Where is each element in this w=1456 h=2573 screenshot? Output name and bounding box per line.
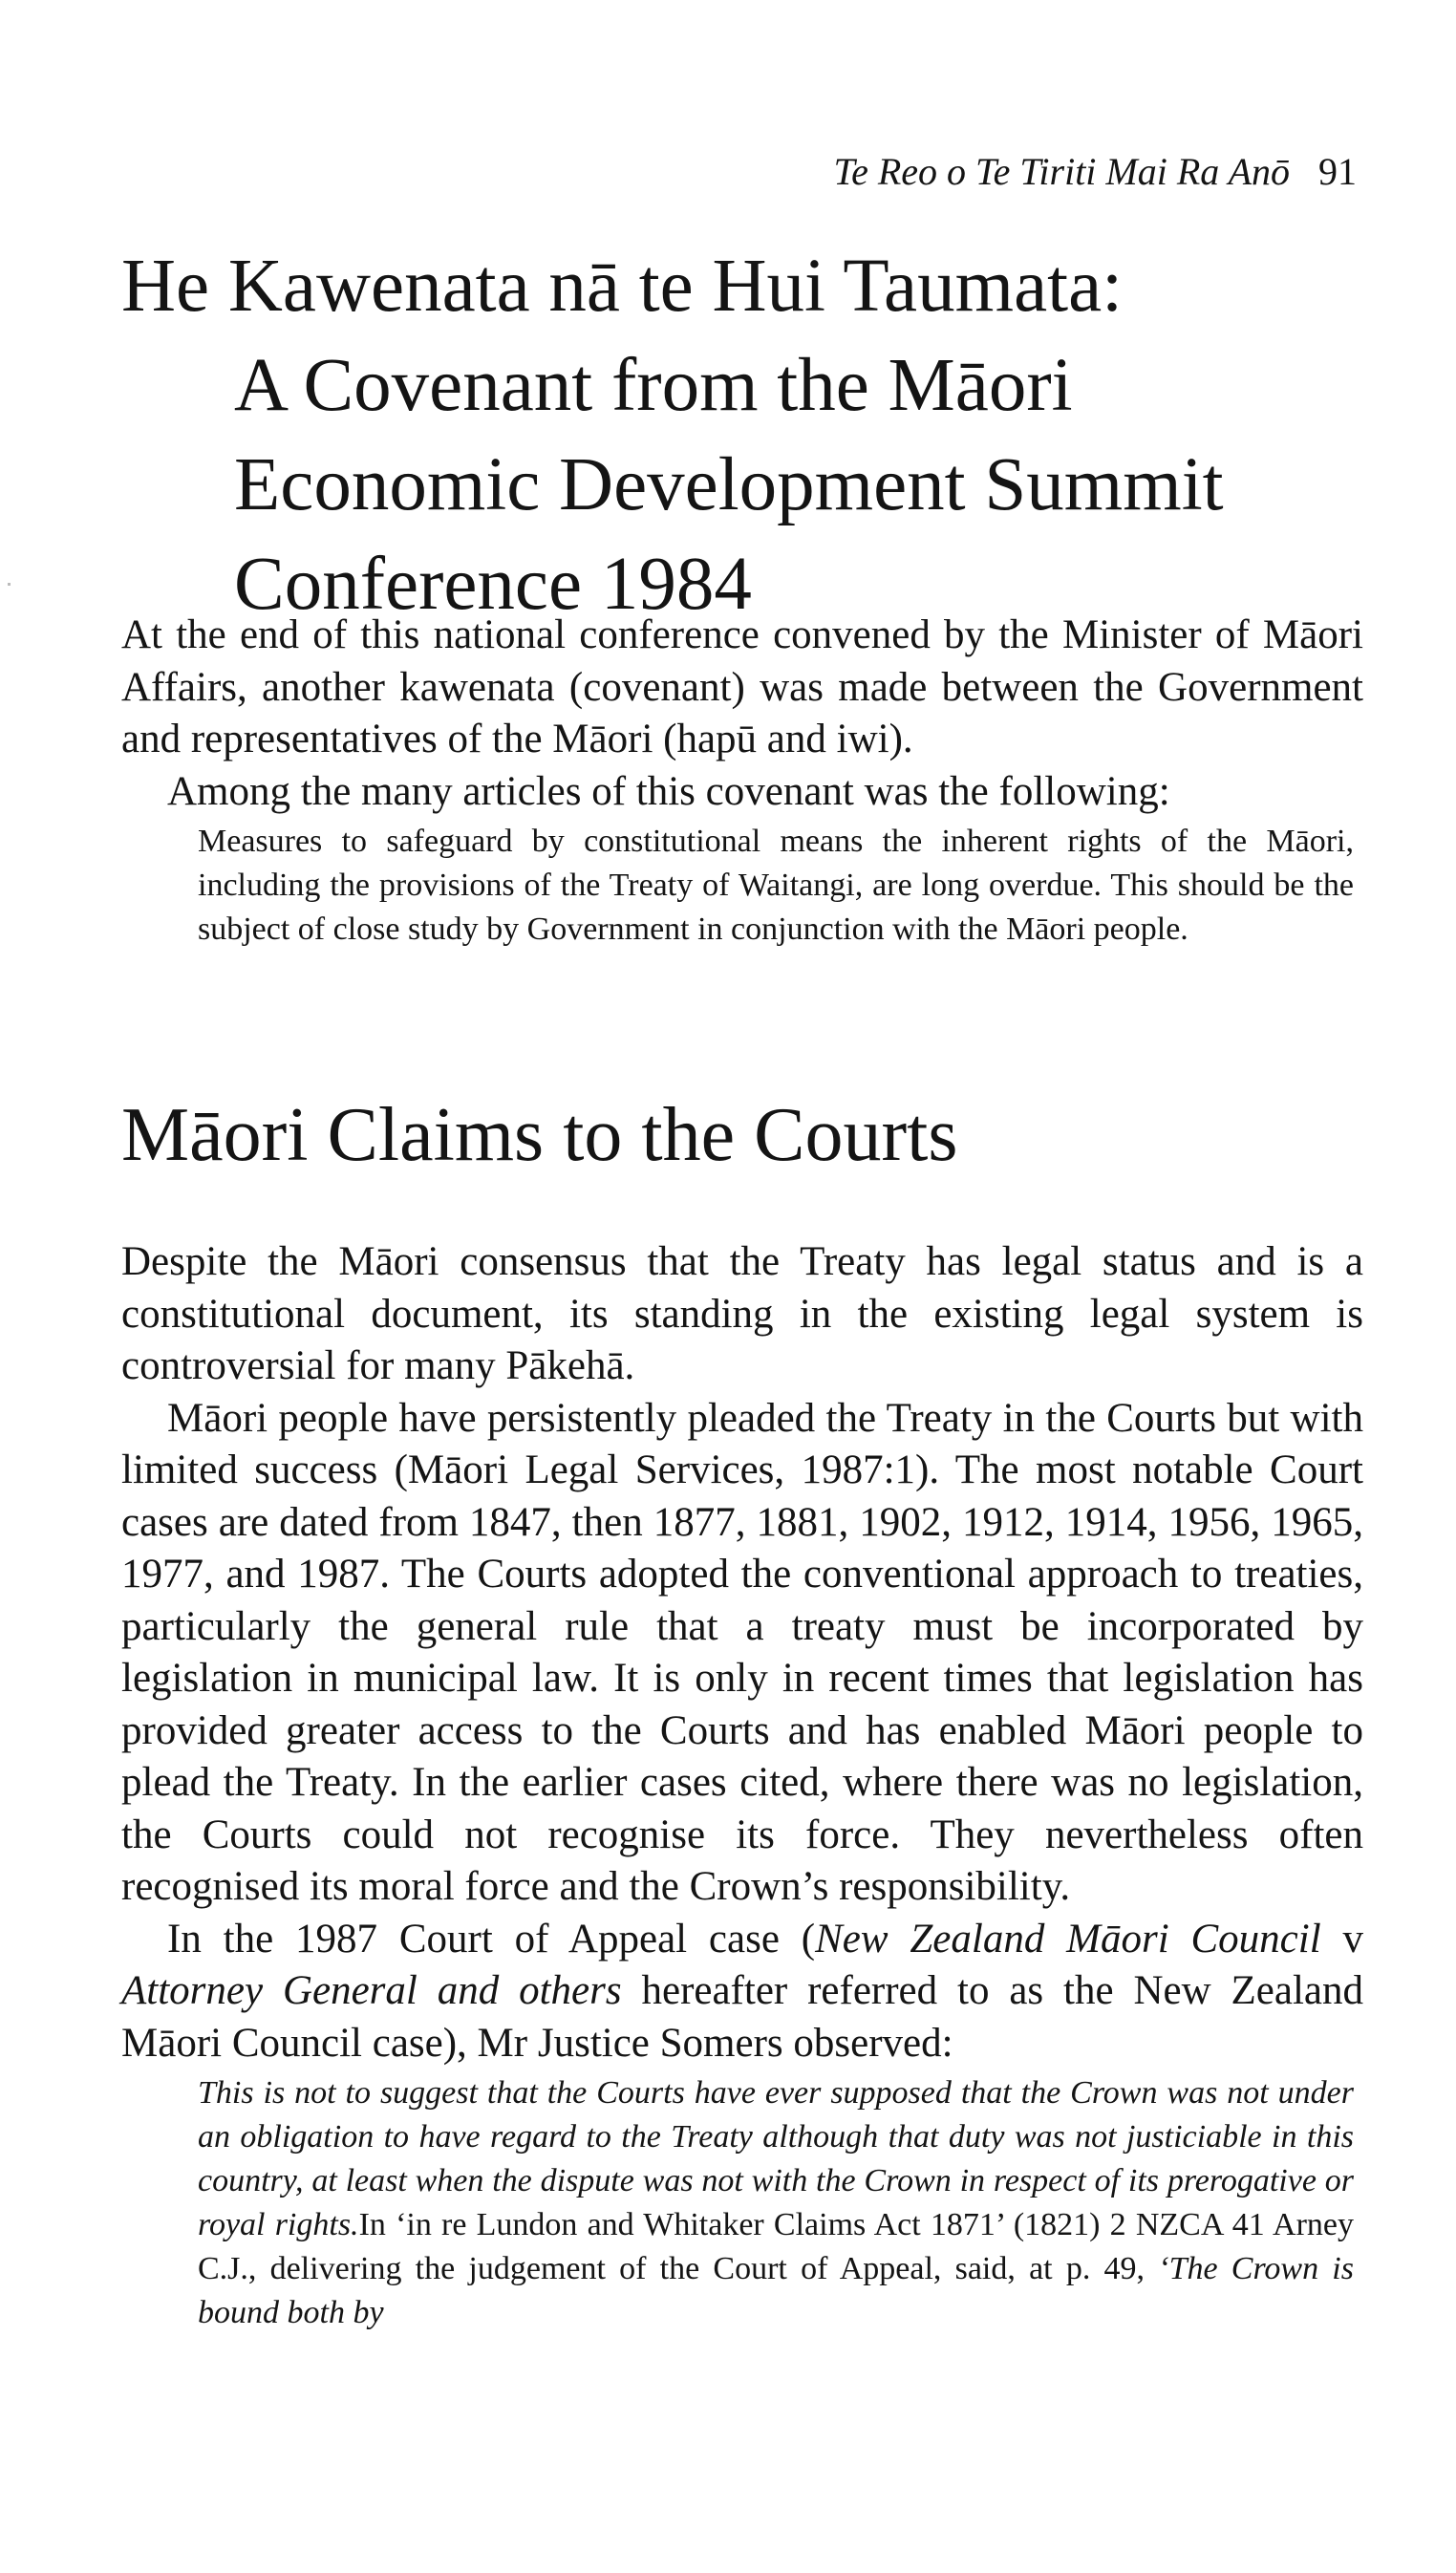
- text-run: In the 1987 Court of Appeal case (: [167, 1916, 816, 1962]
- paragraph: Among the many articles of this covenant was the following:: [167, 768, 1170, 814]
- heading-line-3: Economic Development Summit: [234, 443, 1224, 526]
- quote-roman: In ‘in re Lundon and Whitaker Claims Act 1871’ (1821) 2 NZCA 41 Arney C.J., delivering the judgement of the Court of Appeal, said, at p. 49,: [198, 2207, 1354, 2286]
- case-name: Attorney General and others: [121, 1968, 622, 2013]
- scan-speck: [8, 583, 11, 586]
- paragraph: At the end of this national conference convened by the Minister of Māori Affairs, another kawenata (covenant) was made between the Government and representatives of the Māori (hapū and iwi).: [121, 612, 1363, 761]
- heading-line-1: He Kawenata nā te Hui Taumata:: [121, 245, 1124, 328]
- text-run: v: [1320, 1916, 1364, 1962]
- section-heading-claims: Māori Claims to the Courts: [121, 1093, 958, 1177]
- text-run: hereafter referred to as the New Zealand Māori Council case), Mr Justice Somers observed:: [121, 1968, 1363, 2066]
- heading-line-2: A Covenant from the Māori: [234, 344, 1073, 427]
- page-number: 91: [1318, 150, 1357, 193]
- quote-italic: ‘The Crown is bound both by: [198, 2251, 1354, 2330]
- quote-italic: This is not to suggest that the Courts have ever supposed that the Crown was not under an obligation to have regard to the Treaty although that duty was not justiciable in this country, at least when the dispute was not with the Crown in respect of its prerogative or royal rights.: [198, 2075, 1354, 2242]
- block-quote: Measures to safeguard by constitutional means the inherent rights of the Māori, including the provisions of the Treaty of Waitangi, are long overdue. This should be the subject of close study by Government in conjunction with the Māori people.: [198, 824, 1354, 947]
- running-head: [833, 150, 1357, 193]
- section2-body: [121, 1236, 1363, 2335]
- heading-line-4: Conference 1984: [234, 543, 752, 626]
- section-heading-covenant: [121, 237, 1344, 634]
- block-quote: [198, 2071, 1354, 2335]
- running-head-title: Te Reo o Te Tiriti Mai Ra Anō: [833, 150, 1290, 193]
- paragraph: Despite the Māori consensus that the Treaty has legal status and is a constitutional document, its standing in the existing legal system is controversial for many Pākehā.: [121, 1239, 1363, 1388]
- paragraph: Māori people have persistently pleaded the Treaty in the Courts but with limited success (Māori Legal Services, 1987:1). The most notable Court cases are dated from 1847, then 1877, 1881, 1902, 1912, 1914, 1956, 1965, 1977, and 1987. The Courts adopted the conventional approach to treaties, particularly the general rule that a treaty must be incorporated by legislation in municipal law. It is only in recent times that legislation has provided greater access to the Courts and has enabled Māori people to plead the Treaty. In the earlier cases cited, where there was no legislation, the Courts could not recognise its force. They nevertheless often recognised its moral force and the Crown’s responsibility.: [121, 1395, 1363, 1909]
- section1-body: [121, 610, 1363, 952]
- paragraph: [121, 1914, 1363, 2070]
- case-name: New Zealand Māori Council: [815, 1916, 1321, 1962]
